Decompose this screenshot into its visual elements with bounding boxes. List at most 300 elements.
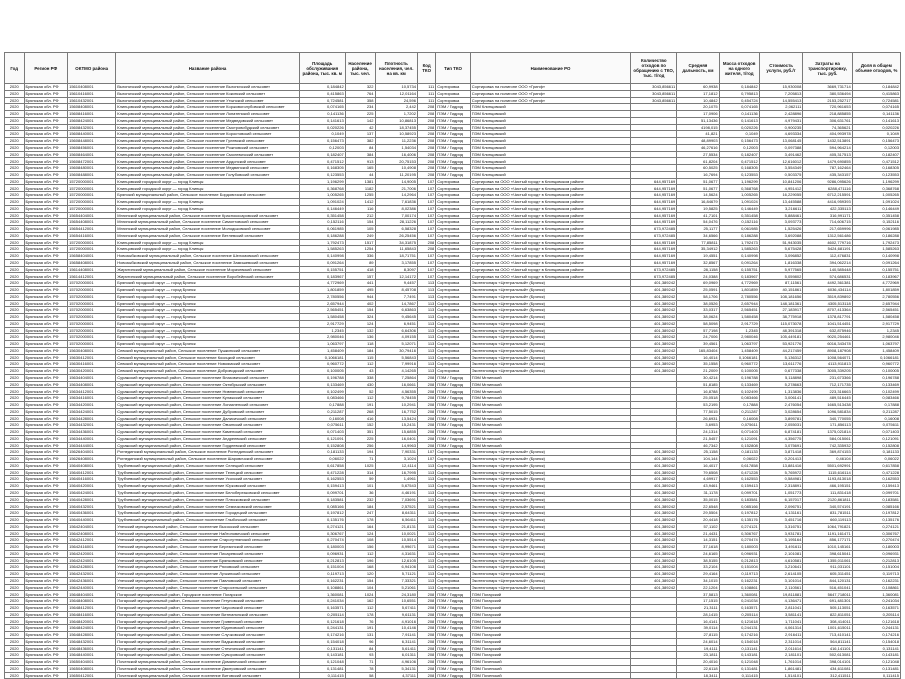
cell-density: 8,64311 — [375, 510, 417, 517]
cell-density: 5,56843 — [375, 354, 417, 361]
cell-volume: 401,389242 — [631, 334, 677, 341]
cell-pop: 194 — [345, 449, 375, 456]
table-row — [5, 117, 901, 124]
cell-volume: 644,957169 — [631, 246, 677, 253]
cell-total: 564,811141 — [803, 638, 852, 645]
cell-area: 0,099701 — [299, 489, 345, 496]
cell-year: 2020 — [5, 564, 25, 571]
cell-operator: Сортировка на ООО «Чистый город» в Клинцовском районе — [470, 253, 631, 260]
column-header-density: Плотность населения, чел. на кв. км — [375, 53, 417, 84]
cell-oktmo_code: 208 — [417, 659, 435, 666]
cell-area: 0,131141 — [299, 645, 345, 652]
cell-region: Брянская обл. РФ — [24, 571, 68, 578]
cell-region: Брянская обл. РФ — [24, 286, 68, 293]
cell-mass: 0,196788 — [719, 374, 759, 381]
table-header — [5, 53, 901, 84]
cell-total: 584,015061 — [803, 435, 852, 442]
cell-tko: Сортировка — [436, 178, 470, 185]
cell-share: 0,162231 — [852, 577, 900, 584]
cell-dist: 165,83404 — [677, 347, 719, 354]
cell-density: 5,71121 — [375, 571, 417, 578]
column-header-mass: Масса отходов на одного жителя, т/год — [719, 53, 759, 84]
cell-share: 0,351458 — [852, 212, 900, 219]
cell-pop: 416 — [345, 415, 375, 422]
cell-cost: 0,900235 — [759, 124, 803, 131]
cell-dist: 21,2009 — [677, 368, 719, 375]
cell-year: 2020 — [5, 374, 25, 381]
cell-tko: Сортировка — [436, 266, 470, 273]
cell-cost: 38,775918 — [759, 314, 803, 321]
cell-tko: Сортировка — [436, 449, 470, 456]
cell-mass: 0,123553 — [719, 171, 759, 178]
cell-density: 10,5734 — [375, 84, 417, 91]
cell-mo_name: Клинцовский муниципальный район, Сельское поселение Коржовоголубовский сельсовет — [116, 104, 300, 111]
cell-dist: 24,6014 — [677, 638, 719, 645]
cell-region: Брянская обл. РФ — [24, 388, 68, 395]
table-body — [5, 84, 901, 679]
table-row — [5, 273, 901, 280]
cell-density: 34,31875 — [375, 239, 417, 246]
table-row — [5, 374, 901, 381]
cell-year: 2020 — [5, 226, 25, 233]
cell-mass: 0,111415 — [719, 672, 759, 679]
cell-mass: 4,772969 — [719, 280, 759, 287]
cell-dist: 69,0969 — [677, 280, 719, 287]
cell-dist: 16,8788 — [677, 388, 719, 395]
cell-oktmo: 15648424001 — [68, 625, 116, 632]
cell-region: Брянская обл. РФ — [24, 665, 68, 672]
cell-oktmo: 15640428001 — [68, 496, 116, 503]
cell-share: 0,1066181 — [852, 354, 900, 361]
cell-region: Брянская обл. РФ — [24, 104, 68, 111]
cell-density: 5,12071 — [375, 341, 417, 348]
table-row — [5, 395, 901, 402]
cell-share: 0,083466 — [852, 395, 900, 402]
cell-operator: Экотехнопарк «Центральный» (Брянск) — [470, 544, 631, 551]
cell-tko: Сортировка — [436, 517, 470, 524]
cell-area: 0,211287 — [299, 408, 345, 415]
cell-tko: ПЭМ / Гидрид — [436, 165, 470, 172]
cell-mass: 1,792473 — [719, 239, 759, 246]
cell-mass: 0,154018 — [719, 638, 759, 645]
cell-volume — [631, 625, 677, 632]
cell-cost: 108,181656 — [759, 293, 803, 300]
cell-oktmo: 15634408001 — [68, 381, 116, 388]
cell-oktmo_code: 107 — [417, 212, 435, 219]
cell-mass: 0,471512 — [719, 158, 759, 165]
cell-oktmo_code: 113 — [417, 517, 435, 524]
cell-dist: 4198,015 — [677, 124, 719, 131]
cell-operator: ПЭМ Клинцовский — [470, 104, 631, 111]
cell-dist: 21,4431 — [677, 530, 719, 537]
cell-cost: 3,093773 — [759, 219, 803, 226]
cell-dist: 10,4842 — [677, 97, 719, 104]
cell-cost: 2,055031 — [759, 422, 803, 429]
cell-density: 10,0021 — [375, 530, 417, 537]
cell-volume — [631, 111, 677, 118]
cell-tko: Сортировка — [436, 280, 470, 287]
cell-mo_name: Трубчевский муниципальный район, Сельское поселение Городецкий сельсовет — [116, 510, 300, 517]
cell-share: 0,121618 — [852, 618, 900, 625]
cell-oktmo_code: 107 — [417, 456, 435, 463]
cell-dist: 26,6931 — [677, 415, 719, 422]
cell-area: 0,121048 — [299, 659, 345, 666]
cell-oktmo: 15614412001 — [68, 273, 116, 280]
cell-pop: 124 — [345, 320, 375, 327]
cell-pop: 430 — [345, 381, 375, 388]
cell-year: 2020 — [5, 442, 25, 449]
cell-mass: 0,471228 — [719, 469, 759, 476]
cell-area: 1,792473 — [299, 239, 345, 246]
cell-oktmo: 15702000001 — [68, 334, 116, 341]
cell-share: 0,131141 — [852, 645, 900, 652]
table-row — [5, 401, 901, 408]
cell-dist: 16,84679 — [677, 199, 719, 206]
cell-mass: 0,151004 — [719, 564, 759, 571]
cell-pop: 42 — [345, 124, 375, 131]
cell-density: 11,2236 — [375, 138, 417, 145]
cell-mass: 2,917729 — [719, 320, 759, 327]
cell-region: Брянская обл. РФ — [24, 537, 68, 544]
cell-pop: 84 — [345, 144, 375, 151]
cell-tko: Сортировка — [436, 523, 470, 530]
cell-cost: 15,930008 — [759, 84, 803, 91]
cell-mo_name: Мглинский муниципальный район, Сельское поселение Ветлевский сельсовет — [116, 232, 300, 239]
cell-density: 4,96106 — [375, 659, 417, 666]
cell-volume — [631, 131, 677, 138]
cell-dist: 77,5015 — [677, 408, 719, 415]
cell-volume: 401,389242 — [631, 462, 677, 469]
cell-year: 2020 — [5, 517, 25, 524]
cell-oktmo_code: 107 — [417, 205, 435, 212]
cell-year: 2020 — [5, 611, 25, 618]
cell-year: 2020 — [5, 90, 25, 97]
cell-cost: 13,611776 — [759, 361, 803, 368]
cell-mass: 0,061985 — [719, 226, 759, 233]
cell-region: Брянская обл. РФ — [24, 611, 68, 618]
cell-density: 21,8131 — [375, 523, 417, 530]
cell-pop: 1182 — [345, 185, 375, 192]
cell-operator: Экотехнопарк «Центральный» (Брянск) — [470, 327, 631, 334]
cell-tko: Сортировка — [436, 503, 470, 510]
cell-share: 0,075611 — [852, 422, 900, 429]
cell-region: Брянская обл. РФ — [24, 232, 68, 239]
cell-region: Брянская обл. РФ — [24, 415, 68, 422]
cell-year: 2020 — [5, 307, 25, 314]
table-row — [5, 591, 901, 598]
cell-mass: 0,168305 — [719, 165, 759, 172]
cell-operator: ПЭМ Почепский — [470, 672, 631, 679]
table-row — [5, 232, 901, 239]
cell-cost: 1,514101 — [759, 672, 803, 679]
cell-mass: 0,140998 — [719, 253, 759, 260]
cell-total: 217,659996 — [803, 226, 852, 233]
cell-region: Брянская обл. РФ — [24, 165, 68, 172]
cell-density: 14,7867 — [375, 300, 417, 307]
cell-total: 489,516445 — [803, 395, 852, 402]
cell-year: 2020 — [5, 239, 25, 246]
cell-share: 0,174216 — [852, 632, 900, 639]
cell-mass: 0,121618 — [719, 618, 759, 625]
cell-year: 2020 — [5, 591, 25, 598]
cell-pop: 154 — [345, 219, 375, 226]
cell-total: 4602,779716 — [803, 239, 852, 246]
cell-volume: 401,389242 — [631, 557, 677, 564]
cell-tko: ПЭМ / Гидрид — [436, 388, 470, 395]
cell-cost: 14,555413 — [759, 97, 803, 104]
cell-operator: Экотехнопарк «Центральный» (Брянск) — [470, 286, 631, 293]
cell-tko: Сортировка — [436, 354, 470, 361]
cell-dist: 60,5025 — [677, 165, 719, 172]
cell-mo_name: Клинцовский муниципальный район, Сельское поселение Смотровобудский сельсовет — [116, 124, 300, 131]
cell-mass: 1,360081 — [719, 591, 759, 598]
cell-tko: Сортировка — [436, 489, 470, 496]
cell-share: 0,270474 — [852, 537, 900, 544]
cell-mass: 0,368768 — [719, 185, 759, 192]
table-row — [5, 151, 901, 158]
cell-area: 0,415863 — [299, 90, 345, 97]
cell-operator: Экотехнопарк «Центральный» (Брянск) — [470, 449, 631, 456]
cell-share: 0,205114 — [852, 611, 900, 618]
cell-mo_name: Суражский муниципальный район, Сельское поселение Андреевский сельсовет — [116, 435, 300, 442]
cell-area: 0,168305 — [299, 165, 345, 172]
cell-operator: ПЭМ Клинцовский — [470, 144, 631, 151]
cell-mass: 0,085166 — [719, 503, 759, 510]
cell-density: 10,2941 — [375, 401, 417, 408]
cell-total: 4492,361381 — [803, 280, 852, 287]
cell-area: 0,186288 — [299, 232, 345, 239]
cell-share: 0,121091 — [852, 435, 900, 442]
cell-oktmo_code: 208 — [417, 665, 435, 672]
cell-share: 0,960772 — [852, 361, 900, 368]
cell-mass: 0,163571 — [719, 604, 759, 611]
cell-share: 4,772969 — [852, 280, 900, 287]
cell-share: 2,980046 — [852, 334, 900, 341]
cell-region: Брянская обл. РФ — [24, 517, 68, 524]
cell-region: Брянская обл. РФ — [24, 334, 68, 341]
cell-tko: Сортировка — [436, 273, 470, 280]
cell-oktmo: 15720000001 — [68, 185, 116, 192]
cell-oktmo: 15642424001 — [68, 557, 116, 564]
cell-year: 2020 — [5, 253, 25, 260]
cell-volume: 401,389242 — [631, 503, 677, 510]
table-row — [5, 205, 901, 212]
cell-pop: 1381 — [345, 178, 375, 185]
cell-share: 0,212813 — [852, 557, 900, 564]
cell-operator: Экотехнопарк «Центральный» (Брянск) — [470, 537, 631, 544]
cell-total: 5501,692991 — [803, 462, 852, 469]
cell-tko: Сортировка — [436, 557, 470, 564]
cell-pop: 58 — [345, 672, 375, 679]
cell-operator: ПЭМ Клинцовский — [470, 124, 631, 131]
table-row — [5, 192, 901, 199]
cell-volume: 401,389242 — [631, 469, 677, 476]
table-row — [5, 253, 901, 260]
cell-area: 0,471512 — [299, 158, 345, 165]
table-row — [5, 489, 901, 496]
cell-oktmo_code: 107 — [417, 219, 435, 226]
cell-mo_name: Трубчевский муниципальный район, Сельское поселение Семячковский сельсовет — [116, 503, 300, 510]
table-row — [5, 611, 901, 618]
cell-oktmo_code: 107 — [417, 199, 435, 206]
cell-total: 8707,413364 — [803, 307, 852, 314]
cell-operator: Экотехнопарк «Центральный» (Брянск) — [470, 341, 631, 348]
cell-pop: 382 — [345, 138, 375, 145]
cell-mass: 0,454724 — [719, 97, 759, 104]
cell-operator: Экотехнопарк «Центральный» (Брянск) — [470, 347, 631, 354]
cell-dist: 27,5534 — [677, 151, 719, 158]
cell-region: Брянская обл. РФ — [24, 185, 68, 192]
cell-dist: 104,144 — [677, 456, 719, 463]
cell-dist: 19,4551 — [677, 253, 719, 260]
cell-mo_name: Погарский муниципальный район, Городское поселение Погарское — [116, 591, 300, 598]
table-row — [5, 544, 901, 551]
cell-cost: 53,921776 — [759, 341, 803, 348]
cell-operator: ПЭМ Погарский — [470, 598, 631, 605]
cell-cost: 3,096852 — [759, 253, 803, 260]
cell-share: 0,16008 — [852, 415, 900, 422]
cell-dist: 16,4017 — [677, 462, 719, 469]
cell-tko: Сортировка — [436, 341, 470, 348]
cell-density: 4,56355 — [375, 388, 417, 395]
cell-cost: 7,205813 — [759, 90, 803, 97]
cell-volume — [631, 144, 677, 151]
cell-density: 6,64306 — [375, 327, 417, 334]
cell-tko: Сортировка — [436, 577, 470, 584]
cell-area: 0,181133 — [299, 449, 345, 456]
cell-year: 2020 — [5, 347, 25, 354]
cell-mass: 0,141613 — [719, 117, 759, 124]
cell-density: 12,4114 — [375, 462, 417, 469]
cell-mass: 1,063797 — [719, 341, 759, 348]
cell-tko: Сортировка — [436, 584, 470, 591]
cell-share: 0,102499 — [852, 388, 900, 395]
cell-cost: 19,811881 — [759, 591, 803, 598]
cell-oktmo: 15634420001 — [68, 401, 116, 408]
cell-area: 0,724581 — [299, 97, 345, 104]
cell-region: Брянская обл. РФ — [24, 226, 68, 233]
cell-tko: ПЭМ / Гидрид — [436, 422, 470, 429]
cell-dist: 34,1015 — [677, 577, 719, 584]
cell-pop: 944 — [345, 293, 375, 300]
cell-oktmo: 15634424001 — [68, 408, 116, 415]
cell-oktmo: 15658404001 — [68, 253, 116, 260]
cell-mo_name: Унечский муниципальный район, Сельское поселение Старогутнянский сельсовет — [116, 537, 300, 544]
cell-year: 2020 — [5, 381, 25, 388]
cell-density: 4,14265 — [375, 368, 417, 375]
cell-area: 4,772969 — [299, 280, 345, 287]
cell-pop: 52 — [345, 388, 375, 395]
cell-density: 7,99916 — [375, 361, 417, 368]
cell-share: 2,565451 — [852, 307, 900, 314]
cell-year: 2020 — [5, 435, 25, 442]
cell-oktmo_code: 113 — [417, 347, 435, 354]
cell-dist: 23,1811 — [677, 652, 719, 659]
cell-operator: Экотехнопарк «Центральный» (Брянск) — [470, 361, 631, 368]
cell-density: 28,11226 — [375, 219, 417, 226]
table-row — [5, 388, 901, 395]
cell-operator: ПЭМ Мглинский — [470, 429, 631, 436]
cell-pop: 118 — [345, 341, 375, 348]
cell-region: Брянская обл. РФ — [24, 84, 68, 91]
cell-mass: 0,184842 — [719, 84, 759, 91]
cell-oktmo: 15608456001 — [68, 144, 116, 151]
cell-pop: 178 — [345, 517, 375, 524]
cell-mass: 1,005265 — [719, 192, 759, 199]
cell-oktmo: 15648440001 — [68, 652, 116, 659]
cell-cost: 4,951412 — [759, 185, 803, 192]
cell-density: 9,4457 — [375, 280, 417, 287]
cell-mo_name: Унечский муниципальный район, Сельское поселение Лучкинский сельсовет — [116, 571, 300, 578]
cell-mo_name: Погарский муниципальный район, Сельское поселение Случковский сельсовет — [116, 632, 300, 639]
cell-mass: 2,780556 — [719, 293, 759, 300]
cell-share: 1,792473 — [852, 239, 900, 246]
cell-share: 0,154018 — [852, 638, 900, 645]
cell-oktmo_code: 208 — [417, 374, 435, 381]
cell-pop: 59 — [345, 476, 375, 483]
cell-volume: 401,389242 — [631, 550, 677, 557]
cell-dist: 31,1178 — [677, 489, 719, 496]
cell-area: 0,960772 — [299, 361, 345, 368]
cell-dist: 19,5825 — [677, 205, 719, 212]
cell-mo_name: Унечский муниципальный район, Сельское поселение Высокский сельсовет — [116, 523, 300, 530]
cell-total: 316,991171 — [803, 212, 852, 219]
cell-pop: 36 — [345, 489, 375, 496]
cell-density: 11,20195 — [375, 171, 417, 178]
cell-area: 1,005265 — [299, 192, 345, 199]
cell-density: 8,02386 — [375, 205, 417, 212]
cell-year: 2020 — [5, 361, 25, 368]
cell-oktmo: 15634416001 — [68, 395, 116, 402]
cell-operator: Сортировка на ООО «Чистый город» в Клинцовском районе — [470, 273, 631, 280]
cell-oktmo_code: 208 — [417, 625, 435, 632]
cell-dist: 25,1177 — [677, 226, 719, 233]
cell-cost: 3,491611 — [759, 544, 803, 551]
cell-operator: Экотехнопарк «Центральный» (Брянск) — [470, 517, 631, 524]
cell-total: 714,606715 — [803, 219, 852, 226]
column-header-dist: Средняя дальность, км — [677, 53, 719, 84]
cell-cost: 6,157017 — [759, 496, 803, 503]
cell-mo_name: Жирятинский муниципальный район, Сельское поселение Воробейнский сельсовет — [116, 273, 300, 280]
cell-mass: 1,091024 — [719, 199, 759, 206]
cell-operator: ПЭМ Мглинский — [470, 415, 631, 422]
cell-share: 0,724581 — [852, 97, 900, 104]
table-row — [5, 449, 901, 456]
cell-operator: ПЭМ Погарский — [470, 638, 631, 645]
cell-year: 2020 — [5, 625, 25, 632]
table-row — [5, 266, 901, 273]
cell-density: 12,14172 — [375, 273, 417, 280]
cell-mo_name: Унечский муниципальный район, Сельское поселение Брянковский сельсовет — [116, 557, 300, 564]
column-header-pop: Население района, тыс. чел. — [345, 53, 375, 84]
cell-tko: Сортировка — [436, 537, 470, 544]
cell-tko: Сортировка — [436, 246, 470, 253]
cell-mass: 1,580458 — [719, 314, 759, 321]
cell-year: 2020 — [5, 632, 25, 639]
cell-oktmo: 15650412001 — [68, 672, 116, 679]
cell-total: 712,171735 — [803, 381, 852, 388]
cell-tko: ПЭМ / Гидрид — [436, 158, 470, 165]
cell-operator: ПЭМ Погарский — [470, 604, 631, 611]
cell-tko: Сортировка — [436, 293, 470, 300]
cell-area: 1,360081 — [299, 591, 345, 598]
cell-oktmo_code: 113 — [417, 314, 435, 321]
cell-density: 18,71751 — [375, 253, 417, 260]
cell-mass: 0,135176 — [719, 517, 759, 524]
cell-dist: 17,0906 — [677, 111, 719, 118]
cell-mo_name: Трубчевский муниципальный район, Сельское поселение Усохский сельсовет — [116, 476, 300, 483]
cell-volume — [631, 381, 677, 388]
